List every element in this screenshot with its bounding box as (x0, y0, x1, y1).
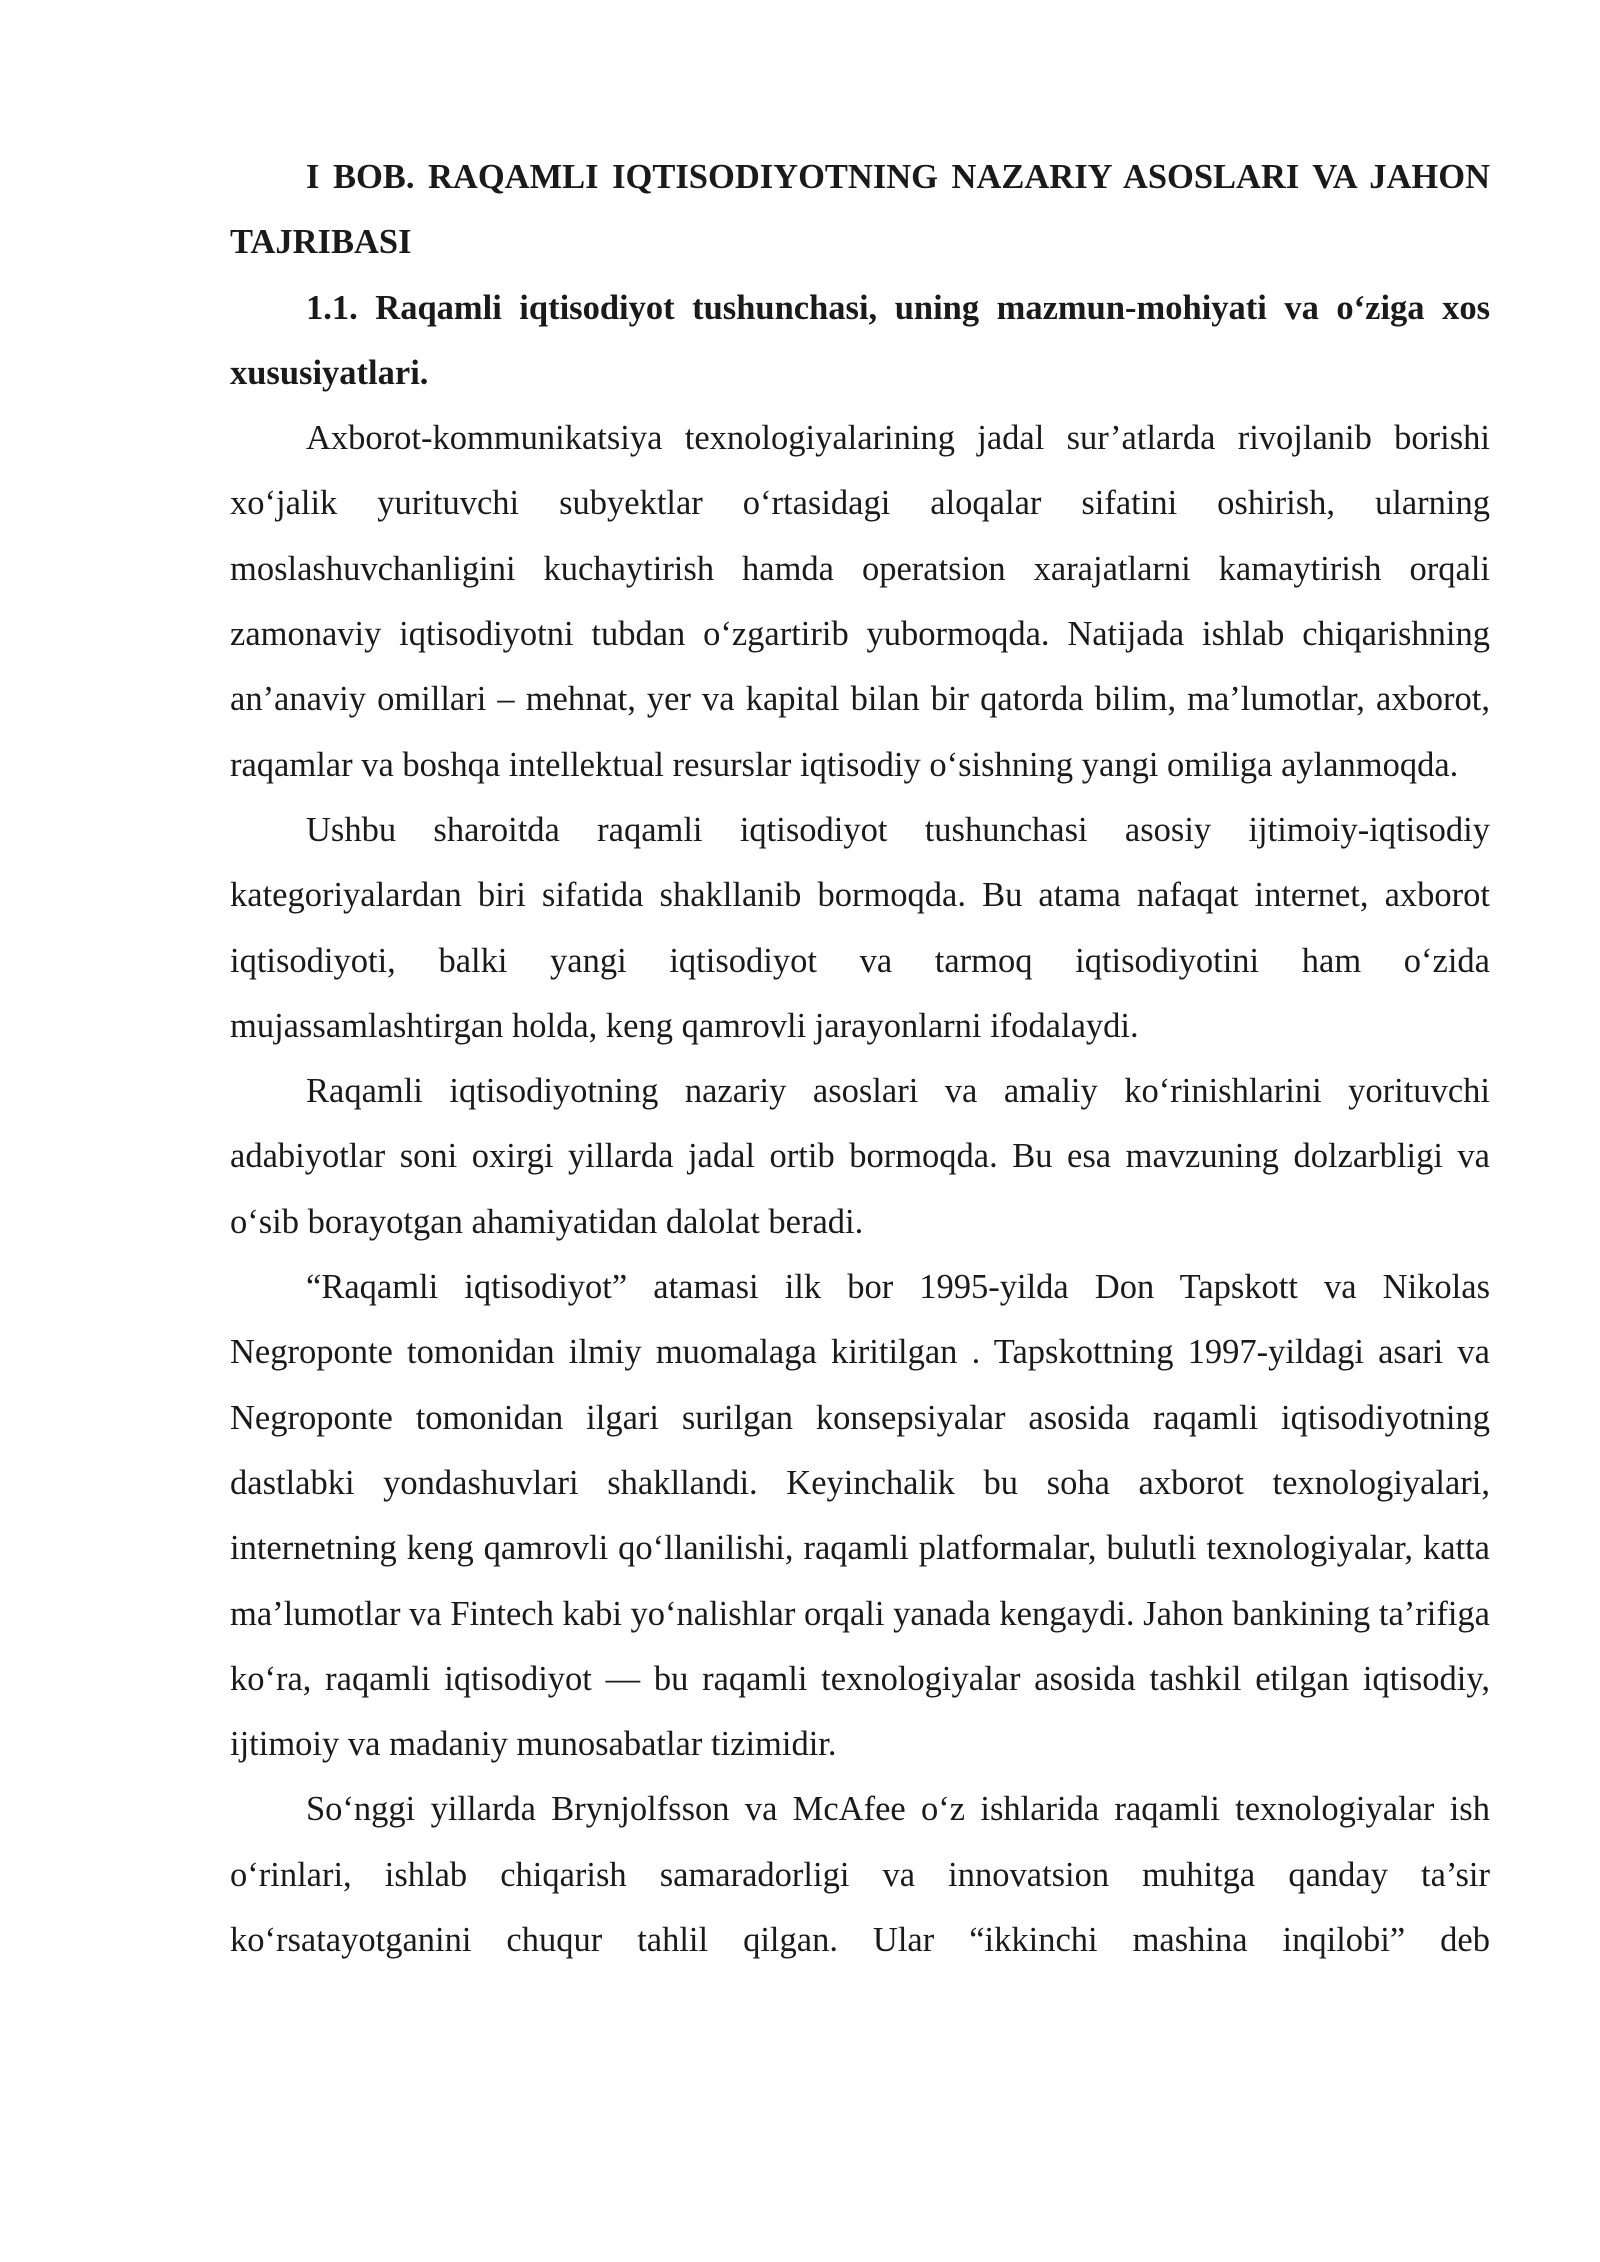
paragraph: “Raqamli iqtisodiyot” atamasi ilk bor 1995-yilda Don Tapskott va Nikolas Negroponte tomonidan ilmiy muomalaga kiritilgan . Tapskottning 1997-yildagi asari va Negroponte tomonidan ilgari surilgan konsepsiyalar asosida raqamli iqtisodiyotning dastlabki yondashuvlari shakllandi. Keyinchalik bu soha axborot texnologiyalari, internetning keng qamrovli qo‘llanilishi, raqamli platformalar, bulutli texnologiyalar, katta ma’lumotlar va Fintech kabi yo‘nalishlar orqali yanada kengaydi. Jahon bankining ta’rifiga ko‘ra, raqamli iqtisodiyot — bu raqamli texnologiyalar asosida tashkil etilgan iqtisodiy, ijtimoiy va madaniy munosabatlar tizimidir. (230, 1268, 1490, 1764)
section-title: 1.1. Raqamli iqtisodiyot tushunchasi, uning mazmun-mohiyati va o‘ziga xos xususiyatlari. (230, 288, 1490, 392)
paragraph: Raqamli iqtisodiyotning nazariy asoslari va amaliy ko‘rinishlarini yorituvchi adabiyotlar soni oxirgi yillarda jadal ortib bormoqda. Bu esa mavzuning dolzarbligi va o‘sib borayotgan ahamiyatidan dalolat beradi. (230, 1072, 1490, 1241)
paragraph: So‘nggi yillarda Brynjolfsson va McAfee o‘z ishlarida raqamli texnologiyalar ish o‘rinlari, ishlab chiqarish samaradorligi va innovatsion muhitga qanday ta’sir ko‘rsatayotganini chuqur tahlil qilgan. Ular “ikkinchi mashina inqilobi” deb (230, 1790, 1490, 1960)
paragraph: Ushbu sharoitda raqamli iqtisodiyot tushunchasi asosiy ijtimoiy-iqtisodiy kategoriyalardan biri sifatida shakllanib bormoqda. Bu atama nafaqat internet, axborot iqtisodiyoti, balki yangi iqtisodiyot va tarmoq iqtisodiyotini ham o‘zida mujassamlashtirgan holda, keng qamrovli jarayonlarni ifodalaydi. (230, 810, 1490, 1045)
document-body (230, 145, 1490, 1973)
chapter-title: I BOB. RAQAMLI IQTISODIYOTNING NAZARIY ASOSLARI VA JAHON TAJRIBASI (230, 158, 1490, 262)
paragraph: Axborot-kommunikatsiya texnologiyalarining jadal sur’atlarda rivojlanib borishi xo‘jalik yurituvchi subyektlar o‘rtasidagi aloqalar sifatini oshirish, ularning moslashuvchanligini kuchaytirish hamda operatsion xarajatlarni kamaytirish orqali zamonaviy iqtisodiyotni tubdan o‘zgartirib yubormoqda. Natijada ishlab chiqarishning an’anaviy omillari – mehnat, yer va kapital bilan bir qatorda bilim, ma’lumotlar, axborot, raqamlar va boshqa intellektual resurslar iqtisodiy o‘sishning yangi omiliga aylanmoqda. (230, 419, 1490, 784)
